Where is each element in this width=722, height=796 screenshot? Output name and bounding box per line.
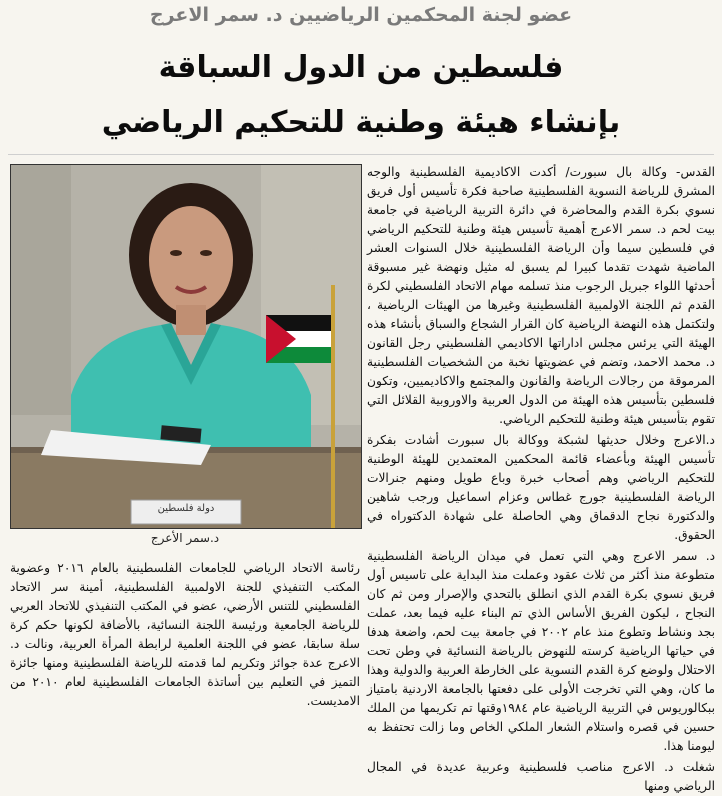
body-paragraph: د. سمر الاعرج وهي التي تعمل في ميدان الرياضة الفلسطينية متطوعة منذ أكثر من ثلاث عقود وعملت منذ البداية على تاسيس أول فريق نسوي بكرة القدم الذي انطلق بالتحدي والإصرار ومن ثم كان النجاح ، ليكون الفريق الأساس الذي تم البناء عليه فيما بعد، عملت بجد ونشاط وتطوع منذ عام ٢٠٠٢ في جامعة بيت لحم، واضعة هدفا في حياتها الرياضية كرسته للنهوض بالرياضة النسائية في وطن تحت الاحتلال ولوضع كرة القدم النسوية على الخارطة العربية والدولية وهذا ما كان، وهي التي تخرجت الأولى على دفعتها بالجامعة الاردنية بامتياز ببكالوريوس في التربية الرياضية عام ١٩٨٤وقتها تم تكريمها من الملك حسين في قصره واستلام الشعار الملكي الخاص وما زالت تحتفظ به ليومنا هذا. bbox=[367, 549, 716, 753]
desk-nameplate: دولة فلسطين bbox=[157, 503, 215, 514]
body-paragraph: د.الاعرج وخلال حديثها لشبكة ووكالة بال سبورت أشادت بفكرة تأسيس الهيئة وبأعضاء قائمة المحكمين المعتمدين للهيئة الوطنية للتحكيم الرياضي وهم أصحاب خبرة وباع طويل ومنهم جنرالات الرياضة الفلسطينية جورج غطاس وعزام اسماعيل ورجب شاهين والدكتورة نجاح الدقماق وهي الحاصلة على شهادة الدكتوراه في الحقوق. bbox=[367, 433, 715, 542]
portrait-illustration bbox=[11, 165, 361, 528]
palestine-flag-icon bbox=[266, 315, 331, 363]
article-headline-line1: فلسطين من الدول السباقة bbox=[158, 50, 564, 85]
article-body-left-column bbox=[10, 559, 360, 711]
article-body-right-column bbox=[367, 163, 715, 796]
body-paragraph: شغلت د. الاعرج مناصب فلسطينية وعربية عديدة في المجال الرياضي ومنها bbox=[367, 760, 715, 793]
body-paragraph: رئاسة الاتحاد الرياضي للجامعات الفلسطينية بالعام ٢٠١٦ وعضوية المكتب التنفيذي للجنة الاولمبية الفلسطينية، أمينة سر الاتحاد الفلسطيني للتنس الأرضي، عضو في المكتب التنفيذي للاتحاد العربي للرياضة الجامعية ورئيسة اللجنة النسائية، بالأضافة لكونها حكم كرة سلة سابقا، عضو في اللجنة العلمية لرابطة المرأة العربية، ونالت د. الاعرج عدة جوائز وتكريم لما قدمته للرياضة الفلسطينية ومنها جائزة التميز في التعليم بين أساتذة الجامعات الفلسطينية لعام ٢٠١٠ من الامديست. bbox=[10, 561, 360, 708]
headline-divider bbox=[8, 154, 714, 155]
article-headline-line2: بإنشاء هيئة وطنية للتحكيم الرياضي bbox=[101, 105, 621, 140]
body-paragraph: القدس- وكالة بال سبورت/ أكدت الاكاديمية الفلسطينية والوجه المشرق للرياضة النسوية الفلسطينية صاحبة فكرة تأسيس أول فريق نسوي بكرة القدم والمحاضرة في دائرة التربية الرياضية في جامعة بيت لحم د. سمر الاعرج أهمية تأسيس هيئة وطنية للتحكيم الرياضي في فلسطين سيما وأن الرياضة الفلسطينية خلال السنوات العشر الماضية شهدت تقدما كبيرا لم يسبق له مثيل ونهضة غير مسبوقة أحدثها اللواء جبريل الرجوب منذ تسلمه مهام الاتحاد الفلسطيني لكرة القدم ثم اللجنة الاولمبية الفلسطينية وغيرها من الهيئات الرياضية ، ولتكتمل هذه النهضة الرياضية كان القرار الشجاع والسباق بأنشاء هذه الهيئة التي يرئس مجلس اداراتها الاكاديمي الفلسطيني رجل القانون د. محمد الاحمد، وتضم في عضويتها نخبة من الشخصيات الفلسطينية المرموقة من رجالات الرياضة والقانون والمجتمع والاكاديميين، وتكون فلسطين بتأسيس هذه الهيئة من الدول العربية والاوروبية القلائل التي تقوم بتأسيس هيئة وطنية للتحكيم الرياضي. bbox=[367, 165, 715, 426]
portrait-photo bbox=[10, 164, 362, 529]
article-supertitle: عضو لجنة المحكمين الرياضيين د. سمر الاعرج bbox=[149, 4, 573, 26]
photo-caption: د.سمر الأعرج bbox=[150, 531, 220, 545]
